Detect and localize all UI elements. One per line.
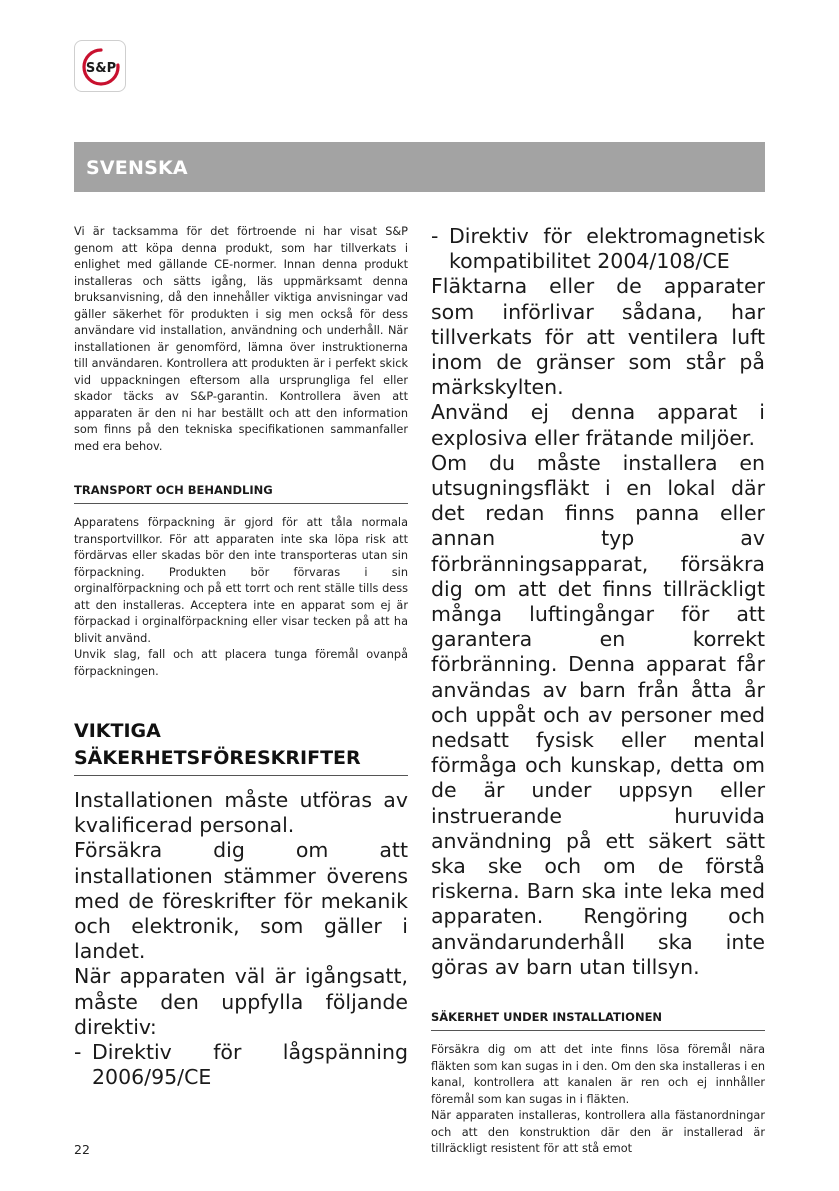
safety-section-right — [431, 224, 765, 980]
banner-title: SVENSKA — [86, 157, 188, 179]
intro-paragraph: Vi är tacksamma för det förtroende ni har visat S&P genom att köpa denna produkt, som har tillverkats i enlighet med gällande CE-normer. Innan denna produkt installeras och sätts igång, läs uppmärksamt denna bruksanvisning, då den innehåller viktiga anvisningar vad gäller säkerhet för produkten i sig men också för dess användare vid installation, användning och underhåll. När installationen är genomförd, lämna över instruktionerna till användaren. Kontrollera att produkten är i perfekt skick vid uppackningen eftersom alla ursprungliga fel eller skador täcks av S&P-garantin. Kontrollera även att apparaten är den ni har beställt och att den information som finns på den tekniska specifikationen sammanfaller med era behov. — [74, 225, 408, 453]
safety-paragraph: Om du måste installera en utsugningsfläkt i en lokal där det redan finns panna eller annan typ av förbränningsapparat, försäkra dig om att det finns tillräckligt många luftingångar för att garantera en korrekt förbränning. Denna apparat får användas av barn från åtta år och uppåt och av personer med nedsatt fysisk eller mental förmåga och kunskap, detta om de är under uppsyn eller instruerande huruvida användning på ett säkert sätt ska ske och om de förstå riskerna. Barn ska inte leka med apparaten. Rengöring och användarunderhåll ska inte göras av barn utan tillsyn. — [431, 450, 765, 979]
sp-logo-mark — [75, 41, 127, 93]
safety-paragraph: När apparaten väl är igångsatt, måste den uppfylla följande direktiv: — [74, 964, 408, 1039]
transport-paragraph: Apparatens förpackning är gjord för att tåla normala transportvillkor. För att apparaten inte ska löpa risk att fördärvas eller skadas bör den inte transporteras utan sin förpackning. Produkten bör förvaras i sin orginalförpackning och på ett torrt och rent ställe tills dess att den installeras. Acceptera inte en apparat som ej är förpackad i orginalförpackning eller visar tecken på att ha blivit använd. — [74, 516, 408, 645]
language-banner — [74, 142, 765, 192]
directive-text: Direktiv för lågspänning 2006/95/CE — [92, 1040, 408, 1090]
installation-paragraph: När apparaten installeras, kontrollera alla fästanordningar och att den konstruktion där den är installerad är tillräckligt resistent för att stå emot — [431, 1109, 765, 1156]
safety-heading-line: SÄKERHETSFÖRESKRIFTER — [74, 747, 361, 769]
intro-section — [74, 224, 408, 455]
installation-section — [431, 1042, 765, 1158]
sp-logo — [74, 40, 126, 92]
directive-text: Direktiv för elektromagnetisk kompatibilitet 2004/108/CE — [449, 224, 765, 274]
safety-heading-line: VIKTIGA — [74, 720, 161, 742]
dash-marker: - — [431, 224, 439, 248]
safety-paragraph: Försäkra dig om att installationen stämmer överens med de föreskrifter för mekanik och elektronik, som gäller i landet. — [74, 838, 408, 964]
safety-heading — [74, 718, 408, 776]
safety-section-left — [74, 788, 408, 1090]
page-number: 22 — [74, 1142, 90, 1157]
installation-heading: SÄKERHET UNDER INSTALLATIONEN — [431, 1010, 765, 1031]
transport-heading: TRANSPORT OCH BEHANDLING — [74, 483, 408, 504]
safety-paragraph: Fläktarna eller de apparater som införlivar sådana, har tillverkats för att ventilera luft inom de gränser som står på märkskylten. — [431, 274, 765, 400]
svg-text:S&P: S&P — [85, 61, 117, 76]
directive-item — [74, 1040, 408, 1090]
transport-paragraph: Unvik slag, fall och att placera tunga föremål ovanpå förpackningen. — [74, 648, 408, 678]
installation-paragraph: Försäkra dig om att det inte finns lösa föremål nära fläkten som kan sugas in i den. Om den ska installeras i en kanal, kontrollera att kanalen är ren och ej innhåller föremål som kan sugas in i fläkten. — [431, 1043, 765, 1106]
right-column — [431, 224, 765, 1158]
directive-item — [431, 224, 765, 274]
safety-paragraph: Installationen måste utföras av kvalificerad personal. — [74, 788, 408, 838]
transport-section — [74, 515, 408, 680]
left-column — [74, 224, 408, 1090]
safety-paragraph: Använd ej denna apparat i explosiva eller frätande miljöer. — [431, 400, 765, 450]
dash-marker: - — [74, 1040, 82, 1065]
